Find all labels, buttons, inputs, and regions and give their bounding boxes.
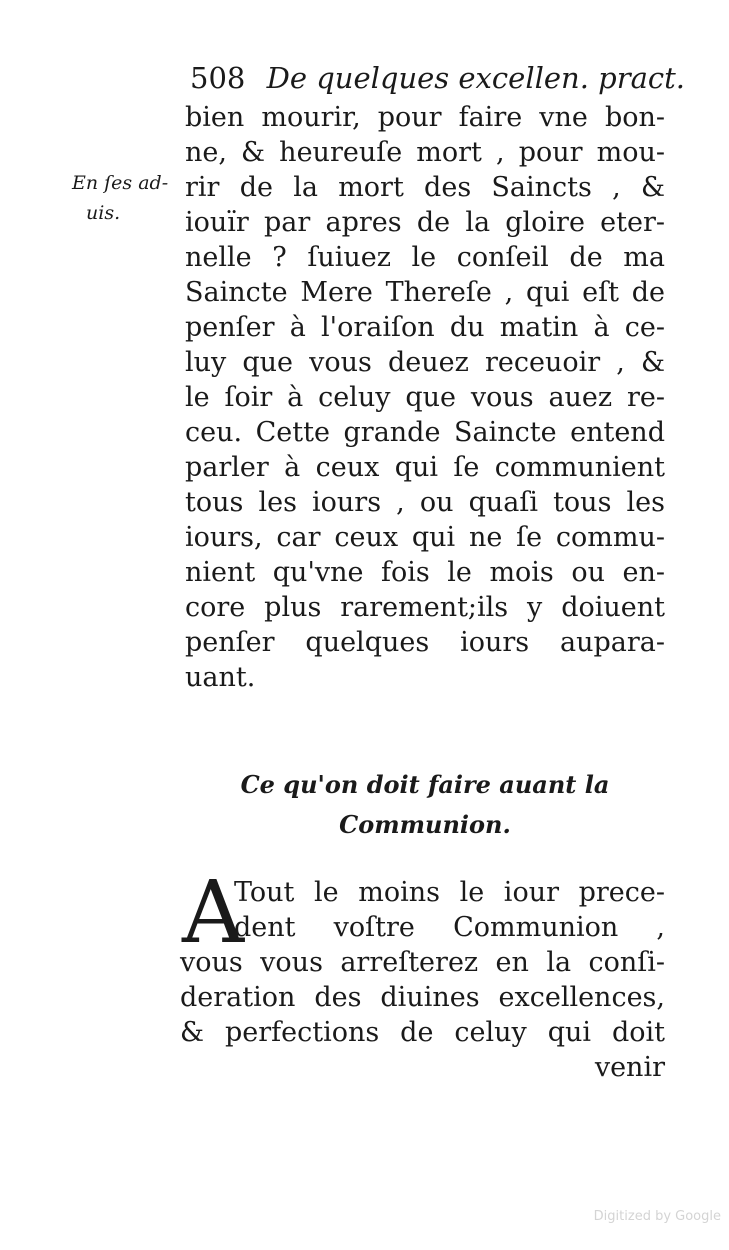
watermark: Digitized by Google [593,1209,721,1224]
section-heading-line: Communion. [339,810,511,839]
text-line: rir de la mort des Saincts , & [185,172,665,203]
dropcap-paragraph [180,863,665,1085]
text-line: vous vous arreſterez en la conſi- [180,947,665,978]
text-line: bien mourir, pour faire vne bon- [185,102,665,133]
text-line: core plus rarement;ils y doiuent [185,592,665,623]
margin-note [72,168,182,228]
text-line: le ſoir à celuy que vous auez re- [185,382,665,413]
text-line: Saincte Mere Thereſe , qui eſt de [185,277,665,308]
catchword: venir [594,1052,665,1083]
body-text [185,100,665,695]
text-line: iouïr par apres de la gloire eter- [185,207,665,238]
text-line: uant. [185,662,256,693]
text-line: nient qu'vne fois le mois ou en- [185,557,665,588]
text-line: tous les iours , ou quaſi tous les [185,487,665,518]
running-head-title: De quelques excellen. pract. [266,61,685,95]
running-head [190,58,685,98]
text-line: Tout le moins le iour prece- [234,877,665,908]
text-line: deration des diuines excellences, [180,982,665,1013]
margin-note-line: En ſes ad- [72,172,169,194]
text-line: ne, & heureuſe mort , pour mou- [185,137,665,168]
text-line: luy que vous deuez receuoir , & [185,347,665,378]
text-line: penſer à l'oraiſon du matin à ce- [185,312,665,343]
text-line: dent voſtre Communion , [234,912,665,943]
section-heading-line: Ce qu'on doit faire auant la [240,770,610,799]
drop-cap: A [182,863,245,963]
text-line: iours, car ceux qui ne ſe commu- [185,522,665,553]
text-line: & perfections de celuy qui doit [180,1017,665,1048]
text-line: nelle ? ſuiuez le conſeil de ma [185,242,665,273]
text-line: parler à ceux qui ſe communient [185,452,665,483]
text-line: penſer quelques iours auparа- [185,627,665,658]
page-number: 508 [190,61,246,95]
text-line: ceu. Cette grande Saincte entend [185,417,665,448]
section-heading [185,765,665,845]
margin-note-line: uis. [86,202,121,224]
